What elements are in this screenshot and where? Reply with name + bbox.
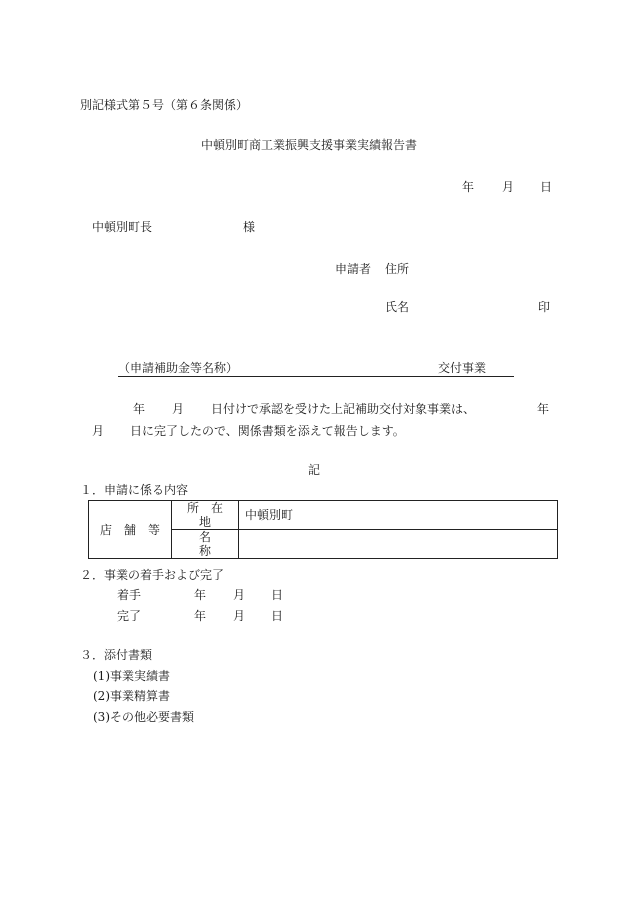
name-label: 名 称	[172, 530, 239, 559]
form-label: 別記様式第５号（第６条関係）	[80, 98, 249, 112]
attachment-item: (2)事業精算書	[93, 689, 170, 703]
complete-year: 年	[194, 609, 207, 623]
page-title: 中頓別町商工業振興支援事業実績報告書	[201, 138, 418, 152]
subsidy-suffix: 交付事業	[438, 361, 487, 375]
subsidy-name-label: （申請補助金等名称）	[118, 361, 239, 375]
start-month: 月	[233, 588, 246, 602]
body-year: 年	[133, 402, 146, 416]
location-value: 中頓別町	[239, 501, 558, 530]
addressee-honorific: 様	[243, 220, 256, 234]
attachment-item: (3)その他必要書類	[93, 710, 194, 724]
complete-day: 日	[271, 609, 284, 623]
attachment-item: (1)事業実績書	[93, 669, 170, 683]
subsidy-line	[118, 361, 514, 375]
body-text-2: 日に完了したので、関係書類を添えて報告します。	[130, 424, 405, 438]
shop-row-label: 店 舗 等	[89, 501, 172, 559]
name-value	[239, 530, 558, 559]
body-month: 月	[172, 402, 185, 416]
start-day: 日	[271, 588, 284, 602]
start-label: 着手	[117, 588, 142, 602]
section-2-heading: ２．事業の着手および完了	[80, 568, 225, 582]
date-year: 年	[462, 180, 475, 194]
date-day: 日	[540, 180, 553, 194]
body-month-2: 月	[92, 424, 105, 438]
ki-mark: 記	[308, 463, 321, 477]
subsidy-underline	[118, 376, 514, 377]
complete-label: 完了	[117, 609, 142, 623]
body-text-1: 日付けで承認を受けた上記補助交付対象事業は、	[211, 402, 476, 416]
applicant-label: 申請者	[335, 262, 372, 276]
body-year-2: 年	[537, 402, 550, 416]
start-year: 年	[194, 588, 207, 602]
section-1-heading: １．申請に係る内容	[80, 483, 189, 497]
section-3-heading: ３．添付書類	[80, 648, 153, 662]
addressee-name: 中頓別町長	[92, 220, 153, 234]
location-label: 所 在 地	[172, 501, 239, 530]
applicant-name-label: 氏名	[385, 300, 410, 314]
date-month: 月	[502, 180, 515, 194]
applicant-address-label: 住所	[385, 262, 410, 276]
seal-mark: 印	[538, 300, 551, 314]
complete-month: 月	[233, 609, 246, 623]
shop-table	[88, 500, 558, 559]
